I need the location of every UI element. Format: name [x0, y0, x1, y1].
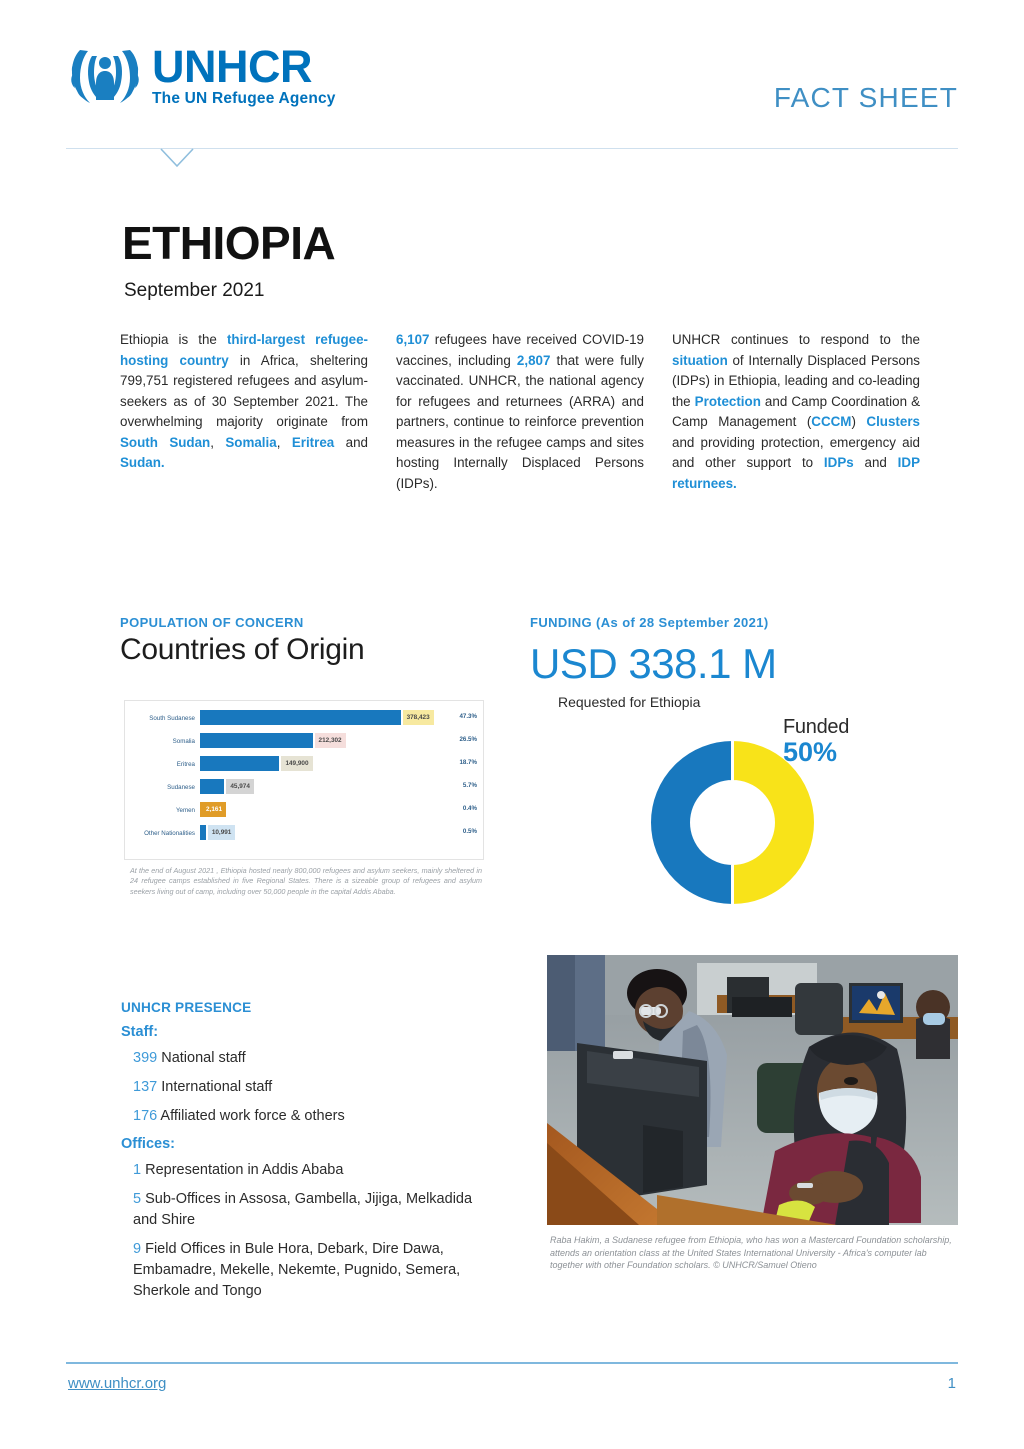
staff-label: Staff:: [121, 1024, 159, 1040]
bar-chart-row: [125, 709, 481, 727]
presence-list-item: [121, 1189, 481, 1231]
bar-fill: [200, 756, 279, 771]
bar-percent-label: 0.5%: [462, 828, 477, 835]
presence-list-item: [121, 1239, 481, 1302]
bar-percent-label: 47.3%: [459, 713, 477, 720]
feature-photo: [547, 955, 958, 1225]
bar-category-label: Somalia: [172, 737, 195, 745]
presence-description: National staff: [161, 1050, 246, 1066]
highlighted-phrase: CCCM: [811, 414, 852, 429]
document-type-label: FACT SHEET: [773, 82, 958, 113]
bar-value-label: 212,302: [315, 733, 346, 748]
bar-value-label: 45,974: [226, 779, 254, 794]
bar-percent-label: 26.5%: [459, 736, 477, 743]
body-text: ): [851, 414, 867, 429]
bar-fill: [200, 825, 206, 840]
bar-chart-row: [125, 824, 481, 842]
presence-description: Representation in Addis Ababa: [145, 1162, 344, 1178]
presence-count: 399: [133, 1050, 162, 1066]
bar-value-label: 2,161: [202, 802, 226, 817]
bar-track: [200, 709, 481, 727]
chevron-down-icon: [160, 148, 194, 168]
presence-heading: UNHCR PRESENCE: [121, 1000, 252, 1015]
staff-list: [121, 1048, 481, 1127]
bar-category-label: Other Nationalities: [144, 829, 195, 837]
highlighted-phrase: situation: [672, 352, 728, 368]
body-text: and: [334, 434, 368, 450]
bar-track: [200, 778, 481, 796]
bar-category-label: Sudanese: [167, 783, 195, 791]
highlighted-phrase: Clusters: [866, 414, 920, 429]
funding-section: [530, 615, 777, 710]
funded-percent: 50%: [783, 737, 838, 767]
highlighted-phrase: third-largest refugee-hosting country: [120, 332, 368, 368]
intro-column-overview: [120, 330, 368, 494]
highlighted-phrase: IDP returnees.: [672, 455, 920, 491]
funding-amount: USD 338.1 M: [530, 640, 777, 687]
presence-list-item: [121, 1077, 481, 1098]
bar-value-label: 378,423: [403, 710, 434, 725]
body-text: and providing protection, emergency aid and other support to: [672, 434, 920, 470]
offices-list: [121, 1160, 481, 1302]
presence-list-item: [121, 1106, 481, 1127]
presence-list-item: [121, 1160, 481, 1181]
bar-category-label: South Sudanese: [149, 714, 195, 722]
highlighted-phrase: South Sudan: [120, 434, 211, 450]
chart-footnote: At the end of August 2021 , Ethiopia hosted nearly 800,000 refugees and asylum seekers, mainly sheltered in 24 refugee camps established in five Regional States. There is a sizeable group of refugees and asylum seekers living out of camp, including over 50,000 people in the capital Addis Ababa.: [130, 866, 482, 896]
highlighted-phrase: Sudan.: [120, 455, 165, 470]
funding-requested-label: Requested for Ethiopia: [558, 694, 701, 710]
bar-percent-label: 18.7%: [459, 759, 477, 766]
logo-title: UNHCR: [152, 41, 312, 92]
intro-column-idp: [672, 330, 920, 494]
presence-description: Sub-Offices in Assosa, Gambella, Jijiga, Melkadida and Shire: [133, 1191, 473, 1228]
body-text: in Africa, sheltering 799,751 registered refugees and asylum-seekers as of 30 September 2021. The overwhelming majority originate from: [120, 352, 369, 429]
bar-fill: [200, 733, 313, 748]
unhcr-emblem-icon: [66, 36, 144, 114]
page-date: September 2021: [124, 280, 265, 301]
body-text: UNHCR continues to respond to the: [672, 332, 920, 347]
body-text: and: [853, 455, 898, 470]
presence-count: 9: [133, 1241, 146, 1257]
highlighted-phrase: Protection: [694, 393, 761, 409]
highlighted-phrase: 6,107: [396, 332, 430, 347]
bar-track: [200, 732, 481, 750]
funding-kicker: FUNDING (As of 28 September 2021): [530, 615, 769, 630]
presence-count: 5: [133, 1191, 146, 1207]
intro-column-covid: [396, 330, 644, 494]
population-of-concern-section: [120, 615, 364, 667]
highlighted-phrase: Somalia: [225, 434, 277, 450]
bar-chart-row: [125, 778, 481, 796]
presence-count: 176: [133, 1108, 161, 1124]
page-title: ETHIOPIA: [122, 217, 336, 269]
bar-percent-label: 5.7%: [462, 782, 477, 789]
presence-description: Field Offices in Bule Hora, Debark, Dire Dawa, Embamadre, Mekelle, Nekemte, Pugnido, Semera, Sherkole and Tongo: [133, 1241, 461, 1299]
highlighted-phrase: Eritrea: [291, 434, 335, 450]
funding-donut-label: [783, 716, 849, 765]
body-text: refugees have received COVID-19 vaccines, including: [396, 332, 644, 368]
presence-count: 1: [133, 1162, 146, 1178]
bar-category-label: Yemen: [175, 806, 195, 814]
photo-caption: Raba Hakim, a Sudanese refugee from Ethiopia, who has won a Mastercard Foundation scholarship, attends an orientation class at the United States International University - Africa's computer lab together with other Foundation scholars. © UNHCR/Samuel Otieno: [550, 1235, 952, 1271]
highlighted-phrase: 2,807: [516, 352, 551, 368]
body-text: of Internally Displaced Persons (IDPs) in Ethiopia, leading and co-leading the: [672, 352, 920, 409]
funded-label: Funded: [783, 716, 850, 738]
donut-slice-unfunded: [650, 740, 733, 906]
bar-fill: [200, 779, 224, 794]
bar-value-label: 149,900: [281, 756, 312, 771]
logo-subtitle: The UN Refugee Agency: [152, 90, 336, 107]
bar-fill: [200, 710, 401, 725]
intro-columns: [120, 330, 920, 494]
footer-page-number: 1: [947, 1375, 956, 1392]
offices-label: Offices:: [121, 1136, 175, 1152]
population-title: Countries of Origin: [120, 633, 365, 666]
body-text: Ethiopia is the: [120, 332, 227, 347]
presence-list-item: [121, 1048, 481, 1069]
body-text: ,: [276, 434, 292, 450]
unhcr-presence-section: [121, 1000, 481, 1302]
body-text: that were fully vaccinated. UNHCR, the national agency for refugees and returnees (ARRA) and partners, continue to reinforce prevention measures in the refugee camps and sites hosting Internally Displaced Persons (IDPs).: [396, 352, 644, 491]
bar-chart-row: [125, 801, 481, 819]
footer-divider: [66, 1362, 958, 1364]
unhcr-logo: [66, 36, 336, 114]
page-header: [0, 0, 1024, 150]
footer-website-link[interactable]: www.unhcr.org: [68, 1375, 167, 1392]
bar-track: [200, 755, 481, 773]
highlighted-phrase: IDPs: [823, 455, 854, 470]
header-divider: [66, 148, 958, 149]
population-kicker: POPULATION OF CONCERN: [120, 615, 304, 630]
bar-category-label: Eritrea: [176, 760, 195, 768]
bar-value-label: 10,991: [208, 825, 236, 840]
presence-description: Affiliated work force & others: [160, 1108, 345, 1124]
bar-percent-label: 0.4%: [462, 805, 477, 812]
presence-count: 137: [133, 1079, 162, 1095]
bar-chart-row: [125, 732, 481, 750]
bar-chart-row: [125, 755, 481, 773]
bar-track: [200, 801, 481, 819]
unhcr-wordmark: [152, 36, 336, 107]
countries-of-origin-bar-chart: [124, 700, 484, 860]
body-text: ,: [210, 434, 226, 450]
body-text: and Camp Coordination & Camp Management (: [672, 393, 920, 429]
presence-description: International staff: [161, 1079, 273, 1095]
bar-track: [200, 824, 481, 842]
